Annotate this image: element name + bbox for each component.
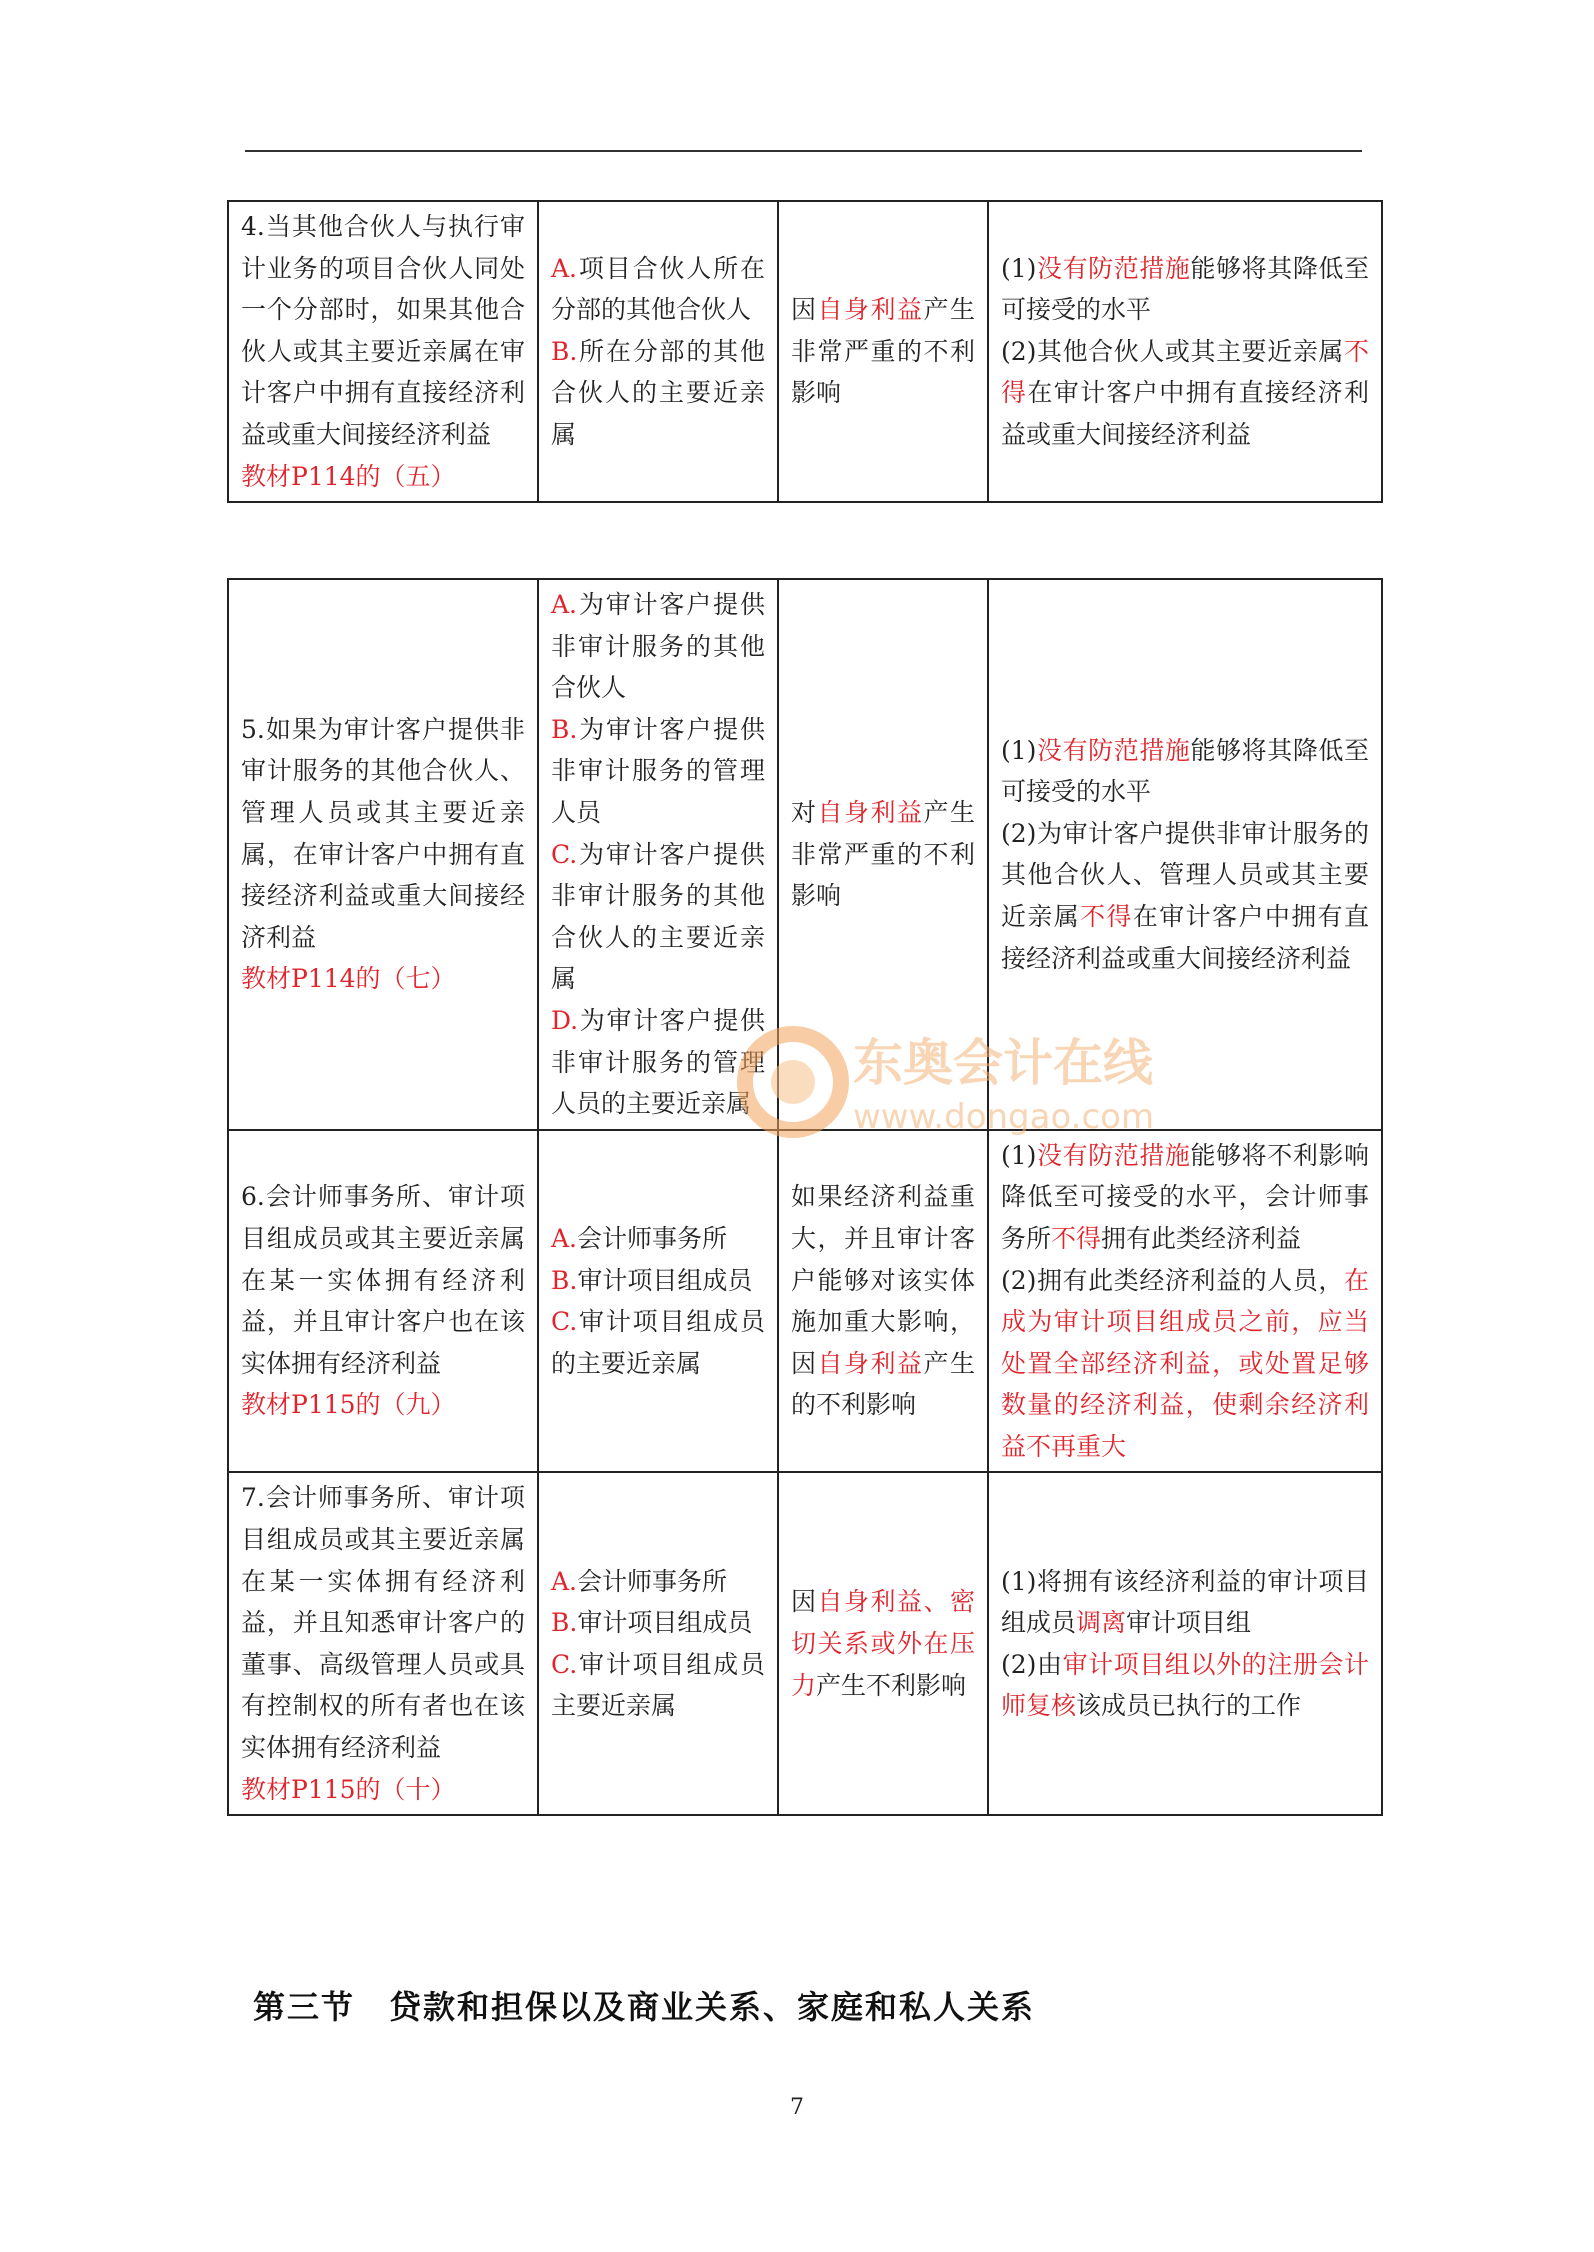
threat-segment: 自身利益 [817, 295, 924, 325]
subject-letter: B. [551, 714, 578, 744]
independence-table-1 [227, 200, 1383, 503]
threat-segment: 因 [791, 295, 818, 325]
measure-segment: (1)将拥有该经济利益的审计项目组成员 [1001, 1566, 1369, 1638]
measure-segment: 不得 [1001, 336, 1369, 408]
measure-item [1001, 730, 1369, 813]
subject-letter: A. [551, 253, 578, 283]
subject-item [551, 1561, 765, 1603]
measures-cell [988, 201, 1382, 502]
measure-segment: 没有防范措施 [1036, 253, 1191, 283]
textbook-reference: 教材P115的（九） [241, 1390, 456, 1420]
subject-item [551, 248, 765, 331]
measure-segment: 没有防范措施 [1036, 735, 1191, 765]
threat-segment: 产生非常严重的不利影响 [791, 295, 975, 408]
subject-text: 为审计客户提供非审计服务的其他合伙人 [551, 590, 765, 703]
subject-text: 审计项目组成员 [577, 1608, 753, 1638]
threat-segment: 因 [791, 1587, 818, 1617]
measure-segment: (2)由 [1001, 1649, 1063, 1679]
subject-letter: A. [551, 1566, 578, 1596]
subject-letter: B. [551, 336, 578, 366]
measure-item [1001, 1135, 1369, 1260]
threat-segment: 产生非常严重的不利影响 [791, 797, 975, 911]
threat-segment: 自身利益、密切关系或外在压力 [791, 1587, 975, 1700]
table2-body [228, 579, 1382, 1815]
table-row [228, 1130, 1382, 1473]
situation-text: 5.如果为审计客户提供非审计服务的其他合伙人、管理人员或其主要近亲属，在审计客户中拥有直接经济利益或重大间接经济利益 [241, 714, 525, 952]
measure-segment: 能够将不利影响降低至可接受的水平，会计师事务所 [1001, 1140, 1369, 1253]
threat-segment: 自身利益 [817, 797, 924, 827]
measure-segment: 拥有此类经济利益 [1101, 1223, 1302, 1253]
subjects-cell [538, 1472, 778, 1815]
subject-text: 审计项目组成员主要近亲属 [551, 1649, 765, 1721]
threat-segment: 产生的不利影响 [791, 1348, 975, 1420]
measure-segment: 在成为审计项目组成员之前，应当处置全部经济利益，或处置足够数量的经济利益，使剩余经济利益不再重大 [1001, 1265, 1369, 1461]
subject-item [551, 1260, 765, 1302]
measure-segment: (2)拥有此类经济利益的人员， [1001, 1265, 1344, 1295]
situation-text: 7.会计师事务所、审计项目组成员或其主要近亲属在某一实体拥有经济利益，并且知悉审计客户的董事、高级管理人员或具有控制权的所有者也在该实体拥有经济利益 [241, 1483, 525, 1763]
measure-segment: 在审计客户中拥有直接经济利益或重大间接经济利益 [1001, 378, 1369, 449]
measure-segment: 审计项目组以外的注册会计师复核 [1001, 1649, 1369, 1721]
subject-letter: B. [551, 1265, 578, 1295]
subject-text: 审计项目组成员的主要近亲属 [551, 1307, 765, 1378]
subject-item [551, 1218, 765, 1260]
subject-item [551, 1644, 765, 1727]
threat-segment: 对 [791, 797, 818, 827]
situation-cell [228, 1130, 538, 1473]
table-row [228, 1472, 1382, 1815]
measure-segment: 在审计客户中拥有直接经济利益或重大间接经济利益 [1001, 901, 1369, 973]
table-row [228, 201, 1382, 502]
textbook-reference: 教材P114的（五） [241, 461, 456, 491]
threat-cell [778, 579, 988, 1130]
subject-letter: C. [551, 1649, 578, 1679]
subject-letter: B. [551, 1608, 578, 1638]
measure-segment: 不得 [1051, 1223, 1102, 1253]
table1-body [228, 201, 1382, 502]
measure-segment: 能够将其降低至可接受的水平 [1001, 735, 1369, 807]
measure-item [1001, 1260, 1369, 1468]
threat-cell [778, 1130, 988, 1473]
subject-text: 为审计客户提供非审计服务的其他合伙人的主要近亲属 [551, 839, 765, 994]
subject-letter: D. [551, 1005, 579, 1035]
situation-cell [228, 201, 538, 502]
measure-segment: 没有防范措施 [1036, 1140, 1191, 1170]
measure-segment: (1) [1001, 1140, 1037, 1170]
measure-segment: 不得 [1080, 901, 1133, 931]
measure-segment: 调离 [1076, 1608, 1127, 1638]
subject-item [551, 331, 765, 456]
subject-text: 审计项目组成员 [577, 1265, 753, 1295]
measures-cell [988, 1130, 1382, 1473]
table-row [228, 579, 1382, 1130]
subject-item [551, 584, 765, 709]
subject-text: 所在分部的其他合伙人的主要近亲属 [551, 336, 765, 449]
header-rule [245, 150, 1362, 152]
independence-table-2 [227, 578, 1383, 1816]
subject-letter: C. [551, 839, 578, 869]
subject-letter: C. [551, 1307, 578, 1337]
measure-segment: (2)其他合伙人或其主要近亲属 [1001, 336, 1344, 366]
subject-item [551, 1000, 765, 1125]
section-heading: 第三节 贷款和担保以及商业关系、家庭和私人关系 [253, 1988, 1036, 2026]
subjects-cell [538, 1130, 778, 1473]
subject-text: 为审计客户提供非审计服务的管理人员的主要近亲属 [551, 1005, 765, 1119]
threat-cell [778, 201, 988, 502]
measure-segment: (1) [1001, 253, 1037, 283]
textbook-reference: 教材P115的（十） [241, 1774, 456, 1804]
measure-segment: 该成员已执行的工作 [1076, 1691, 1302, 1721]
situation-text: 4.当其他合伙人与执行审计业务的项目合伙人同处一个分部时，如果其他合伙人或其主要近亲属在审计客户中拥有直接经济利益或重大间接经济利益 [241, 212, 525, 449]
measures-cell [988, 1472, 1382, 1815]
measure-item [1001, 813, 1369, 979]
measure-segment: (2)为审计客户提供非审计服务的其他合伙人、管理人员或其主要近亲属 [1001, 818, 1369, 931]
situation-cell [228, 579, 538, 1130]
measure-segment: (1) [1001, 735, 1037, 765]
situation-cell [228, 1472, 538, 1815]
measure-item [1001, 1561, 1369, 1644]
subject-item [551, 1602, 765, 1644]
measure-segment: 审计项目组 [1126, 1608, 1252, 1638]
subject-item [551, 834, 765, 1000]
measure-segment: 能够将其降低至可接受的水平 [1001, 253, 1369, 325]
threat-segment: 产生不利影响 [816, 1670, 967, 1700]
subjects-cell [538, 579, 778, 1130]
watermark-url: www.dongao.com [853, 1097, 1155, 1137]
subject-item [551, 709, 765, 834]
subject-letter: A. [551, 1223, 578, 1253]
textbook-reference: 教材P114的（七） [241, 964, 456, 994]
measures-cell [988, 579, 1382, 1130]
subject-text: 会计师事务所 [577, 1566, 728, 1596]
measure-item [1001, 248, 1369, 331]
threat-segment: 如果经济利益重大，并且审计客户能够对该实体施加重大影响，因 [791, 1182, 975, 1378]
measure-item [1001, 331, 1369, 456]
threat-cell [778, 1472, 988, 1815]
subject-text: 为审计客户提供非审计服务的管理人员 [551, 714, 765, 827]
situation-text: 6.会计师事务所、审计项目组成员或其主要近亲属在某一实体拥有经济利益，并且审计客户也在该实体拥有经济利益 [241, 1182, 525, 1378]
threat-segment: 自身利益 [817, 1348, 924, 1378]
subject-letter: A. [551, 590, 578, 619]
subject-text: 项目合伙人所在分部的其他合伙人 [551, 253, 765, 325]
page-number: 7 [790, 2095, 804, 2120]
subjects-cell [538, 201, 778, 502]
watermark-brand: 东奥会计在线 [853, 1034, 1153, 1092]
measure-item [1001, 1644, 1369, 1727]
subject-item [551, 1301, 765, 1384]
subject-text: 会计师事务所 [577, 1223, 728, 1253]
